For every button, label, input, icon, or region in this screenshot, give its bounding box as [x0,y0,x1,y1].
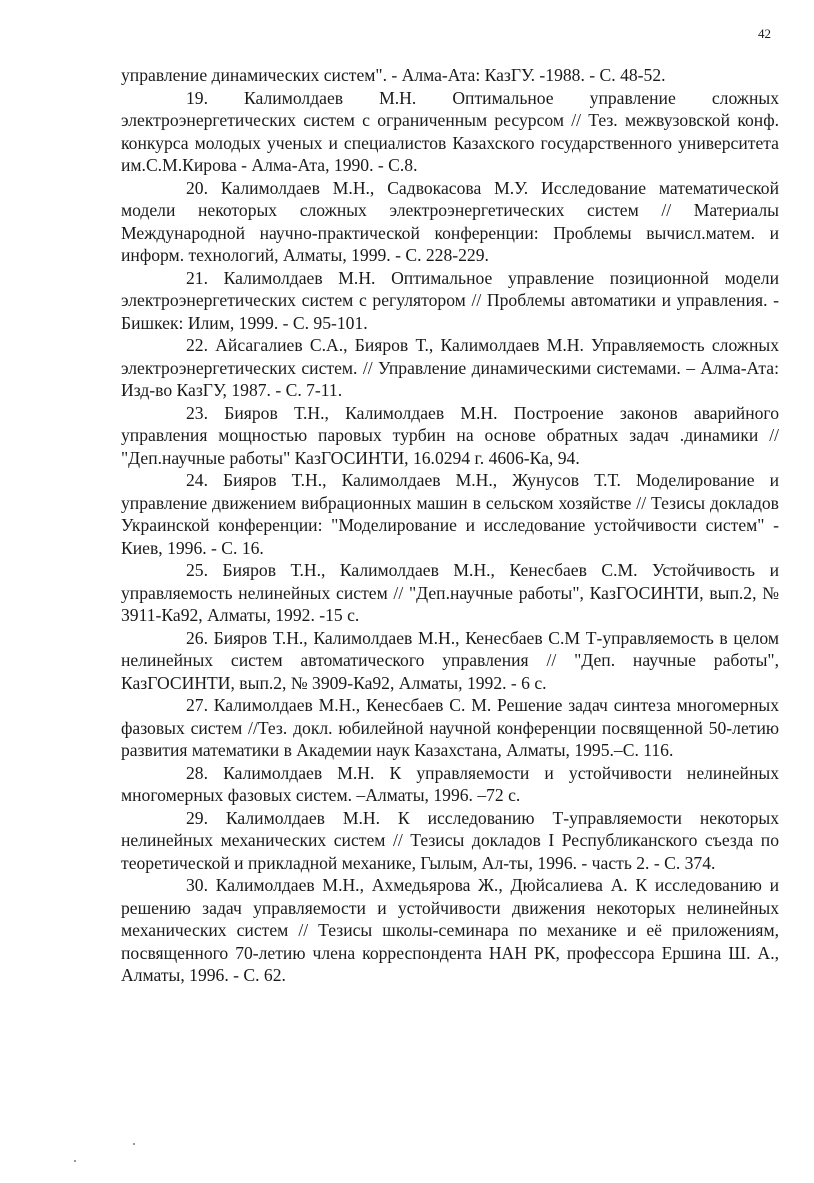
reference-item: 21. Калимолдаев М.Н. Оптимальное управление позиционной модели электроэнергетических систем с регулятором // Проблемы автоматики и управления. - Бишкек: Илим, 1999. - С. 95-101. [121,267,779,333]
reference-item: 23. Бияров Т.Н., Калимолдаев М.Н. Построение законов аварийного управления мощностью паровых турбин на основе обратных задач .динамики // "Деп.научные работы" КазГОСИНТИ, 16.0294 г. 4606-Ка, 94. [121,402,779,468]
scan-speck [133,1143,135,1145]
reference-item: 20. Калимолдаев М.Н., Садвокасова М.У. Исследование математической модели некоторых сложных электроэнергетических систем // Материалы Международной научно-практической конференции: Проблемы вычисл.матем. и информ. технологий, Алматы, 1999. - С. 228-229. [121,177,779,265]
reference-item: 19. Калимолдаев М.Н. Оптимальное управление сложных электроэнергетических систем с ограниченным ресурсом // Тез. межвузовской конф. конкурса молодых ученых и специалистов Казахского государственного университета им.С.М.Кирова - Алма-Ата, 1990. - С.8. [121,87,779,175]
reference-item: 25. Бияров Т.Н., Калимолдаев М.Н., Кенесбаев С.М. Устойчивость и управляемость нелинейных систем // "Деп.научные работы", КазГОСИНТИ, вып.2, № 3911-Ка92, Алматы, 1992. -15 с. [121,560,779,625]
page-number: 42 [758,26,771,41]
reference-item: 27. Калимолдаев М.Н., Кенесбаев С. М. Решение задач синтеза многомерных фазовых систем //Тез. докл. юбилейной научной конференции посвященной 50-летию развития математики в Академии наук Казахстана, Алматы, 1995.–С. 116. [121,695,779,760]
reference-item: 29. Калимолдаев М.Н. К исследованию Т-управляемости некоторых нелинейных механических систем // Тезисы докладов I Республиканского съезда по теоретической и прикладной механике, Гылым, Ал-ты, 1996. - часть 2. - С. 374. [121,807,779,873]
reference-item: 26. Бияров Т.Н., Калимолдаев М.Н., Кенесбаев С.М Т-управляемость в целом нелинейных систем автоматического управления // "Деп. научные работы", КазГОСИНТИ, вып.2, № 3909-Ка92, Алматы, 1992. - 6 с. [121,627,779,693]
reference-item: 22. Айсагалиев С.А., Бияров Т., Калимолдаев М.Н. Управляемость сложных электроэнергетических систем. // Управление динамическими системами. – Алма-Ата: Изд-во КазГУ, 1987. - С. 7-11. [121,335,779,400]
scan-speck [74,1160,76,1162]
reference-item: 30. Калимолдаев М.Н., Ахмедьярова Ж., Дюйсалиева А. К исследованию и решению задач управляемости и устойчивости движения некоторых нелинейных механических систем // Тезисы школы-семинара по механике и её приложениям, посвященного 70-летию члена корреспондента НАН РК, профессора Ершина Ш. А., Алматы, 1996. - С. 62. [121,875,779,985]
reference-item: 28. Калимолдаев М.Н. К управляемости и устойчивости нелинейных многомерных фазовых систем. –Алматы, 1996. –72 с. [121,762,779,805]
reference-list [121,64,779,987]
reference-item: управление динамических систем". - Алма-Ата: КазГУ. -1988. - С. 48-52. [121,65,666,85]
reference-item: 24. Бияров Т.Н., Калимолдаев М.Н., Жунусов Т.Т. Моделирование и управление движением вибрационных машин в сельском хозяйстве // Тезисы докладов Украинской конференции: "Моделирование и исследование устойчивости систем" - Киев, 1996. - С. 16. [121,470,779,558]
